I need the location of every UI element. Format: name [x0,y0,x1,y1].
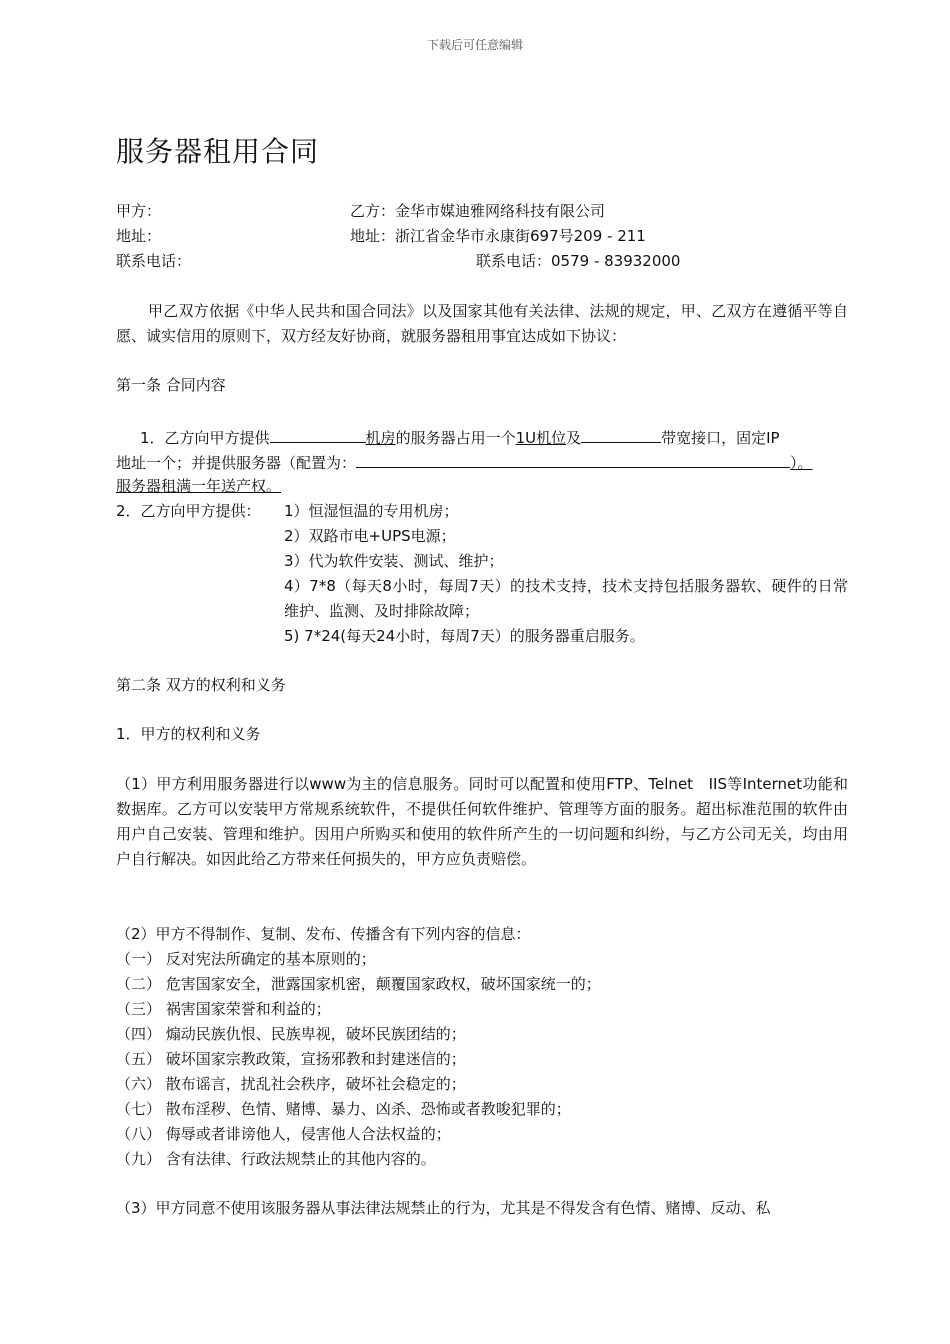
item-1-line-2-suffix: ）。 [790,454,813,472]
prohibited-item-5: （五） 破坏国家宗教政策，宣扬邪教和封建迷信的； [116,1050,466,1068]
bandwidth-blank[interactable] [581,424,661,443]
prohibited-item-3: （三） 祸害国家荣誉和利益的； [116,1000,331,1018]
article-1-item-1-line-1 [140,424,780,451]
prohibited-item-8: （八） 侮辱或者诽谤他人，侵害他人合法权益的； [116,1125,451,1143]
article-2-paragraph-2-intro: （2）甲方不得制作、复制、发布、传播含有下列内容的信息： [116,925,531,943]
config-blank[interactable] [356,449,790,468]
party-a-label: 甲方： [116,202,162,220]
item-1-mid-2: 及 [566,429,582,447]
address-b: 地址：浙江省金华市永康街697号209 - 211 [350,227,646,245]
item-2-sub-2: 2）双路市电+UPS电源； [284,527,456,545]
article-1-item-1-line-3: 服务器租满一年送产权。 [116,477,282,495]
item-1-suffix-1: 带宽接口，固定IP [661,429,780,447]
intro-paragraph: 甲乙双方依据《中华人民共和国合同法》以及国家其他有关法律、法规的规定，甲、乙双方在遵循平等自愿、诚实信用的原则下，双方经友好协商，就服务器租用事宜达成如下协议： [116,302,848,345]
prohibited-item-7: （七） 散布淫秽、色情、赌博、暴力、凶杀、恐怖或者教唆犯罪的； [116,1100,571,1118]
prohibited-item-2: （二） 危害国家安全，泄露国家机密，颠覆国家政权，破坏国家统一的； [116,975,601,993]
address-a-label: 地址： [116,227,162,245]
article-1-heading: 第一条 合同内容 [116,376,226,394]
party-b-name: 乙方：金华市媒迪雅网络科技有限公司 [350,202,606,220]
article-2-sub-1: 1．甲方的权利和义务 [116,725,261,743]
item-2-sub-5: 5) 7*24(每天24小时，每周7天）的服务器重启服务。 [284,627,645,645]
item-1-mid-1: 的服务器占用一个 [395,429,516,447]
phone-a-label: 联系电话： [116,252,192,270]
prohibited-item-4: （四） 煽动民族仇恨、民族卑视，破坏民族团结的； [116,1025,466,1043]
item-2-sub-3: 3）代为软件安装、测试、维护； [284,552,504,570]
item-2-sub-1: 1）恒湿恒温的专用机房； [284,502,459,520]
article-2-paragraph-3: （3）甲方同意不使用该服务器从事法律法规禁止的行为，尤其是不得发含有色情、赌博、反动、私 [116,1199,771,1217]
header-note: 下载后可任意编辑 [426,38,523,52]
article-2-heading: 第二条 双方的权利和义务 [116,676,286,694]
prohibited-item-1: （一） 反对宪法所确定的基本原则的； [116,950,376,968]
item-1-slot: 1U机位 [515,429,567,447]
room-blank[interactable] [270,424,366,443]
item-2-sub-4: 4）7*8（每天8小时，每周7天）的技术支持，技术支持包括服务器软、硬件的日常维护、监测、及时排除故障； [284,577,848,620]
prohibited-item-9: （九） 含有法律、行政法规禁止的其他内容的。 [116,1150,436,1168]
prohibited-item-6: （六） 散布谣言，扰乱社会秩序，破坏社会稳定的； [116,1075,466,1093]
phone-b: 联系电话：0579 - 83932000 [476,252,681,270]
article-1-item-2-label: 2．乙方向甲方提供： [116,502,261,520]
contract-title: 服务器租用合同 [116,135,320,168]
item-1-prefix: 1．乙方向甲方提供 [140,429,270,447]
article-2-paragraph-1: （1）甲方利用服务器进行以www为主的信息服务。同时可以配置和使用FTP、Telnet IIS等Internet功能和数据库。乙方可以安装甲方常规系统软件，不提供任何软件维护、管理等方面的服务。超出标准范围的软件由用户自己安装、管理和维护。因用户所购买和使用的软件所产生的一切问题和纠纷，与乙方公司无关，均由用户自行解决。如因此给乙方带来任何损失的，甲方应负责赔偿。 [116,775,848,868]
article-1-item-1-line-2 [116,449,813,476]
item-1-line-2-prefix: 地址一个；并提供服务器（配置为： [116,454,357,472]
item-1-room: 机房 [365,429,396,447]
